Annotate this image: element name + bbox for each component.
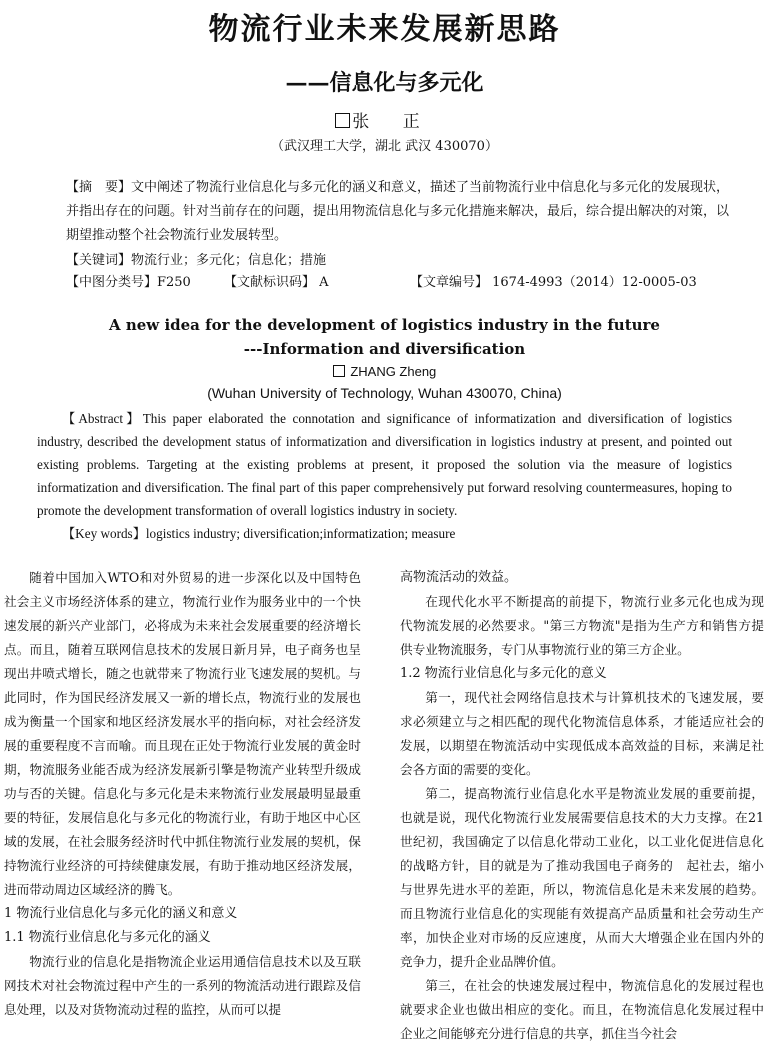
page-subtitle: ——信息化与多元化 xyxy=(285,70,484,96)
abstract-en xyxy=(37,407,732,522)
abstract-en-text: This paper elaborated the connotation and significance of informatization and diversification of logistics industry, described the development status of informatization and diversification in logistics industry at present, and pointed out existing problems. Targeting at the existing problems at present, it proposed the solution via the measure of logistics informatization and diversification. The final part of this paper comprehensively put forward resolving countermeasures, hoping to promote the development transformation of overall logistics industry in society. xyxy=(37,411,732,518)
subsection-heading: 1.1 物流行业信息化与多元化的涵义 xyxy=(4,930,211,945)
subsection-heading: 1.2 物流行业信息化与多元化的意义 xyxy=(400,666,607,681)
body-right-column xyxy=(400,566,764,1046)
class-number: 【中图分类号】F250 xyxy=(66,275,191,290)
affiliation-cn: （武汉理工大学，湖北 武汉 430070） xyxy=(271,139,498,154)
abstract-cn-label: 【摘 要】 xyxy=(66,180,132,195)
paragraph: 第二，提高物流行业信息化水平是物流业发展的重要前提，也就是说，现代化物流行业发展需要信息技术的大力支撑。在21世纪初，我国确定了以信息化带动工业化，以工业化促进信息化的战略方针，目的就是为了推动我国电子商务的 起社去，缩小与世界先进水平的差距，所以，物流信息化是未来发展的趋势。而且物流行业信息化的实现能有效提高产品质量和社会劳动生产率，加快企业对市场的反应速度，从而大大增强企业在国内外的竞争力，提升企业品牌价值。 xyxy=(400,786,764,969)
affiliation-en: (Wuhan University of Technology, Wuhan 430070, China) xyxy=(207,385,562,401)
paragraph: 物流行业的信息化是指物流企业运用通信信息技术以及互联网技术对社会物流过程中产生的一系列的物流活动进行跟踪及信息处理，以及对货物流动过程的监控，从而可以提 xyxy=(4,954,361,1017)
paragraph-continuation: 高物流活动的效益。 xyxy=(400,570,518,585)
subtitle-en: ---Information and diversification xyxy=(243,340,526,358)
keywords-en-text: logistics industry; diversification;informatization; measure xyxy=(145,526,456,541)
author-box-icon xyxy=(335,113,350,128)
author-cn-name: 张 正 xyxy=(352,112,434,132)
abstract-cn xyxy=(66,176,732,248)
title-en: A new idea for the development of logistics industry in the future xyxy=(109,316,660,334)
document-code: 【文献标识码】 A xyxy=(224,275,329,290)
abstract-en-label: 【Abstract】 xyxy=(62,411,143,426)
author-en-box-icon xyxy=(333,365,345,377)
paragraph: 第三，在社会的快速发展过程中，物流信息化的发展过程也就要求企业也做出相应的变化。而且，在物流信息化发展过程中企业之间能够充分进行信息的共享，抓住当今社会 xyxy=(400,978,764,1041)
body-left-column xyxy=(4,566,361,1022)
author-cn xyxy=(0,107,769,132)
keywords-cn-text: 物流行业；多元化；信息化；措施 xyxy=(131,253,327,268)
page-title: 物流行业未来发展新思路 xyxy=(208,12,561,47)
keywords-cn-label: 【关键词】 xyxy=(66,253,132,268)
article-number: 【文章编号】 1674-4993（2014）12-0005-03 xyxy=(410,275,697,290)
abstract-cn-text: 文中阐述了物流行业信息化与多元化的涵义和意义，描述了当前物流行业中信息化与多元化的发展现状，并指出存在的问题。针对当前存在的问题，提出用物流信息化与多元化措施来解决，最后，综合提出解决的对策，以期望推动整个社会物流行业发展转型。 xyxy=(66,180,730,243)
keywords-en-label: 【Key words】 xyxy=(62,526,146,541)
author-en-name: ZHANG Zheng xyxy=(350,364,437,379)
author-en xyxy=(0,364,769,379)
section-heading: 1 物流行业信息化与多元化的涵义和意义 xyxy=(4,906,238,921)
paragraph: 随着中国加入WTO和对外贸易的进一步深化以及中国特色社会主义市场经济体系的建立，物流行业作为服务业中的一个快速发展的新兴产业部门，必将成为未来社会发展重要的经济增长点。而且，随着互联网信息技术的发展日新月异，电子商务也呈现出井喷式增长，随之也就带来了物流行业飞速发展的契机。与此同时，作为国民经济发展又一新的增长点，物流行业的发展也成为衡量一个国家和地区经济发展水平的指向标，对社会经济发展的重要程度不言而喻。而且现在正处于物流行业发展的黄金时期，物流服务业能否成为经济发展新引擎是物流产业转型升级成功与否的关键。信息化与多元化是未来物流行业发展最明显最重要的特征，发展信息化与多元化的物流行业，有助于地区中心区域的发展，在社会服务经济时代中抓住物流行业发展的契机，保持物流行业经济的可持续健康发展，有助于推动地区经济发展，进而带动周边区域经济的腾飞。 xyxy=(4,570,361,897)
paragraph: 第一，现代社会网络信息技术与计算机技术的飞速发展，要求必须建立与之相匹配的现代化物流信息体系，才能适应社会的发展，以期望在物流活动中实现低成本高效益的目标，来满足社会各方面的需要的变化。 xyxy=(400,690,764,777)
keywords-cn xyxy=(66,249,732,273)
keywords-en xyxy=(37,522,732,545)
paragraph: 在现代化水平不断提高的前提下，物流行业多元化也成为现代物流发展的必然要求。"第三方物流"是指为生产方和销售方提供专业物流服务，专门从事物流行业的第三方企业。 xyxy=(400,594,764,657)
